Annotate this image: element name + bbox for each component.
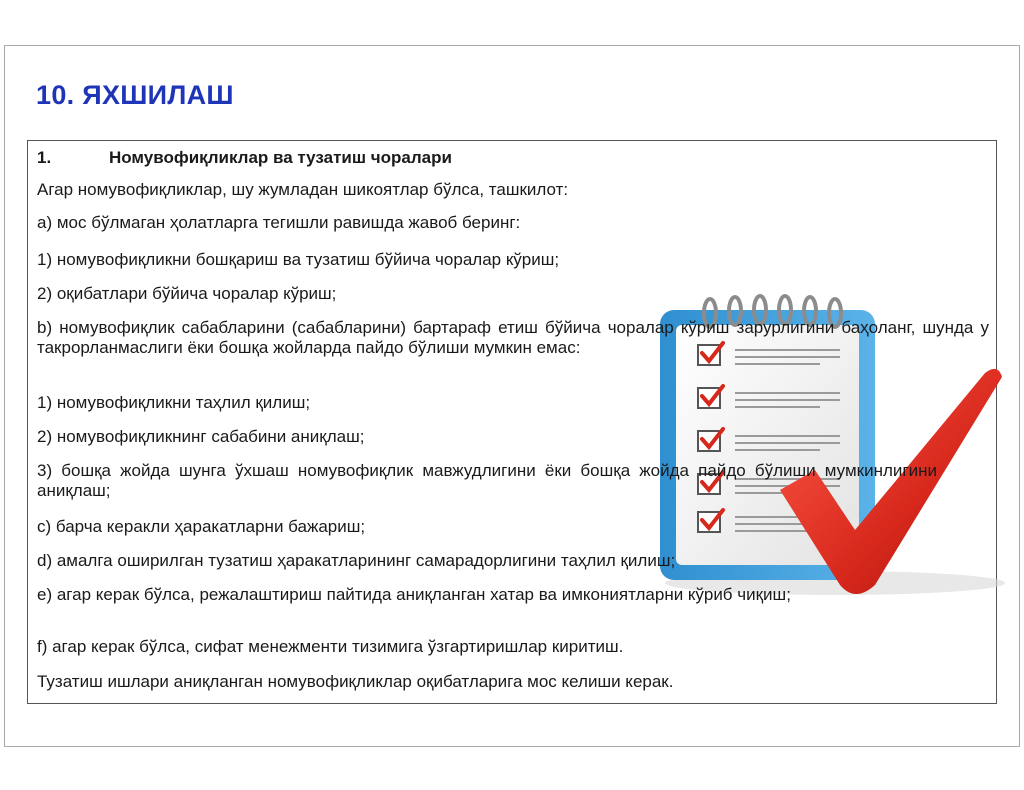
text-line: 2) оқибатлари бўйича чоралар кўриш;: [37, 284, 337, 303]
text-line: 2) номувофиқликнинг сабабини аниқлаш;: [37, 427, 365, 446]
text-line: а) мос бўлмаган ҳолатларга тегишли равишда жавоб беринг:: [37, 213, 521, 232]
section-heading: [37, 148, 989, 168]
text-paragraph: e) агар керак бўлса, режалаштириш пайтида аниқланган хатар ва имкониятларни кўриб чиқиш;: [37, 585, 791, 604]
slide-title: 10. ЯХШИЛАШ: [36, 80, 234, 110]
section-number: 1.: [37, 148, 52, 167]
text-paragraph: 3) бошқа жойда шунга ўхшаш номувофиқлик мавжудлигини ёки бошқа жойда пайдо бўлиши мумкинлигини аниқлаш;: [37, 461, 937, 500]
text-line: Агар номувофиқликлар, шу жумладан шикоятлар бўлса, ташкилот:: [37, 180, 569, 199]
text-line: d) амалга оширилган тузатиш ҳаракатларининг самарадорлигини таҳлил қилиш;: [37, 551, 676, 570]
text-line: 1) номувофиқликни таҳлил қилиш;: [37, 393, 311, 412]
text-paragraph: b) номувофиқлик сабабларини (сабабларини) бартараф етиш бўйича чоралар кўриш зарурлигини баҳоланг, шунда у такрорланмаслиги ёки бошқа жойларда пайдо бўлиши мумкин емас:: [37, 318, 989, 357]
text-line: 1) номувофиқликни бошқариш ва тузатиш бўйича чоралар кўриш;: [37, 250, 560, 269]
text-line: Тузатиш ишлари аниқланган номувофиқликлар оқибатларига мос келиши керак.: [37, 672, 674, 691]
text-line: f) агар керак бўлса, сифат менежменти тизимига ўзгартиришлар киритиш.: [37, 637, 624, 656]
section-heading-text: Номувофиқликлар ва тузатиш чоралари: [109, 148, 452, 167]
text-line: c) барча керакли ҳаракатларни бажариш;: [37, 517, 366, 536]
